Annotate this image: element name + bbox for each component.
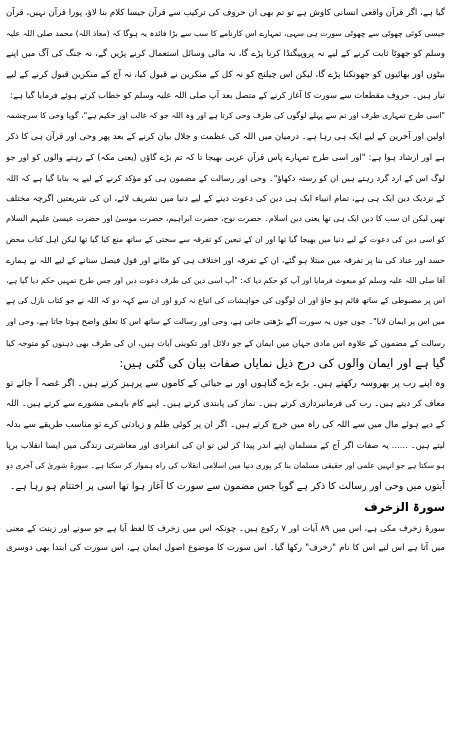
text-line: سورۂ زخرف مکی ہے، اس میں ۸۹ آیات اور ۷ رکوع ہیں۔ چونکہ اس میں زخرف کا لفظ آیا ہے جو سونے اور زینت کے معنی bbox=[6, 522, 445, 533]
text-line: میں آتا ہے اس لیے اس کا نام "زخرف" رکھا گیا۔ اس سورت کا موضوع اصول ایمان ہے، اس سورت کی ابتدا بھی دوسری bbox=[6, 543, 445, 554]
text-line: تھیں لیکن ان سب کا دین ایک ہی تھا یعنی دین اسلام۔ حضرت نوح، حضرت ابراہیم، حضرت موسیٰ اور حضرت عیسیٰ علیہم السلام bbox=[6, 213, 445, 223]
paragraph-1 bbox=[6, 3, 445, 106]
text-line: آیتوں میں وحی اور رسالت کا ذکر ہے گویا جس مضمون سے سورت کا آغاز ہوا تھا اسی پر اختتام ہو رہا ہے۔ bbox=[9, 480, 445, 492]
section-heading: سورۃ الزخرف bbox=[364, 500, 445, 515]
text-line: معاف کر دیتے ہیں۔ رب کی فرمانبرداری کرتے ہیں۔ نماز کی پابندی کرتے ہیں۔ اپنے کام باہمی مشورے سے کرتے ہیں۔ اللہ bbox=[6, 399, 445, 410]
text-line: کے نزدیک دین ایک ہی ہے، تمام انبیاء ایک ہی دین کی دعوت دینے کے لیے دنیا میں تشریف لائے، ان کی شریعتیں اگرچہ مختلف bbox=[6, 193, 445, 204]
section-paragraph bbox=[6, 518, 445, 559]
text-line: گیا ہے اور ایمان والوں کی درج ذیل نمایاں صفات بیان کی گئی ہیں: bbox=[119, 356, 445, 371]
text-line: میں اس پر ایمان لایا"۔ جوں جوں یہ سورت آگے بڑھتی جاتی ہے، وحی اور رسالت کے ساتھ اس کا تعلق واضح ہوتا جاتا ہے، وحی اور bbox=[6, 316, 445, 326]
text-line: لیتے ہیں۔ ...... یہ صفات اگر آج کے مسلمان اپنے اندر پیدا کر لیں تو ان کی انفرادی اور معاشرتی زندگی میں ایسا انقلاب برپا bbox=[6, 440, 445, 451]
text-line: ہو سکتا ہے جو انہیں علمی اور حقیقی مسلمان بنا کر پوری دنیا میں اسلامی انقلاب کی راہ ہموار کر سکتا ہے۔ سورۂ شوریٰ کی آخری دو bbox=[6, 461, 445, 471]
paragraph-3 bbox=[6, 374, 445, 498]
text-line: کو اسی دین کی دعوت کے لیے دنیا میں بھیجا گیا تھا اور ان کے تبعین کو تفرقہ سے سختی کے ساتھ منع کیا گیا تھا لیکن اہل کتاب محض bbox=[6, 234, 445, 244]
text-line: رسالت کے مضمون کے علاوہ اس مادی جہان میں ایمان کے جو دلائل اور تکوینی آیات ہیں، ان کی طرف بھی ذہنوں کو متوجہ کیا bbox=[6, 337, 445, 348]
text-line: اس پر مضبوطی کے ساتھ قائم ہو جاؤ اور ان لوگوں کی خواہشات کی اتباع نہ کرو اور ان سے کہہ دو کہ اللہ نے جو کتاب نازل کی ہے bbox=[6, 296, 445, 306]
text-line: کے دیے ہوئے مال میں سے اللہ کی راہ میں خرچ کرتے ہیں۔ اگر ان پر کوئی ظلم و زیادتی کرے تو مناسب طریقے سے بدلہ bbox=[6, 419, 445, 430]
text-line: جیسی کوئی چھوٹی سے چھوٹی سورت ہی سہی، تمہارے اس کارنامے کا سب سے بڑا فائدہ یہ ہوگا کہ (معاذ اللہ) محمد صلی اللہ علیہ bbox=[6, 28, 445, 38]
text-line: گیا ہے، اگر قرآن واقعی انسانی کاوش ہے تو تم بھی ان حروف کی ترکیب سے قرآن جیسا کلام بنا لاؤ، پورا قرآن نہیں، قرآن bbox=[6, 8, 445, 18]
text-line: حسد اور عناد کی بنا پر تفرقہ میں مبتلا ہو گئے، ان کے تفرقہ اور اختلاف ہی کو مٹانے اور قول فیصل سنانے کے لیے اللہ نے ہمارے bbox=[6, 255, 445, 266]
text-line: آقا صلی اللہ علیہ وسلم کو مبعوث فرمایا اور آپ کو حکم دیا کہ: "آپ اسی دین کی طرف دعوت دیں اور جس طرح تمہیں حکم دیا گیا ہے، bbox=[6, 275, 445, 285]
paragraph-2 bbox=[6, 106, 445, 374]
text-line: وسلم کو جھوٹا ثابت کرنے کے لیے نہ پروپیگنڈا کرنا پڑے گا، نہ مالی وسائل استعمال کرنے پڑیں گے، نہ جنگ کی آگ میں اپنے bbox=[6, 49, 445, 60]
text-line: ہے اور ارشاد ہوا ہے: "اور اسی طرح تمہارے پاس قرآن عربی بھیجا تا کہ تم بڑے گاؤں (یعنی مکہ) کے رہنے والوں کو اور جو bbox=[6, 152, 445, 163]
text-line: بیٹوں اور بھائیوں کو جھونکنا پڑے گا، لیکن اس چیلنج کو نہ کل کے منکرین نے قبول کیا، نہ آج کے منکرین قبول کرنے کے لیے bbox=[6, 69, 445, 80]
text-line: "اسی طرح تمہاری طرف اور تم سے پہلے لوگوں کی طرف وحی کرتا ہے اور وہ اللہ جو کہ غالب اور حکیم ہے"، گویا وحی کا سرچشمہ bbox=[6, 110, 445, 120]
text-line: تیار ہیں۔ حروف مقطعات سے سورت کا آغاز کرنے کے متصل بعد آپ صلی اللہ علیہ وسلم کو خطاب کرتے ہوئے فرمایا گیا ہے: bbox=[10, 90, 445, 101]
text-line: لوگ اس کے ارد گرد رہتے ہیں ان کو رستہ دکھاؤ"۔ وحی اور رسالت کے مضمون ہی کو مؤکد کرنے کے لیے یہ بتایا گیا ہے کہ اللہ bbox=[6, 172, 445, 183]
text-line: اولین اور آخرین کے لیے ایک ہی رہا ہے۔ درمیان میں اللہ کی عظمت و جلال بیان کرنے کے بعد پھر وحی اور قرآن ہی کا ذکر bbox=[6, 131, 445, 142]
text-line: وہ اپنے رب پر بھروسہ رکھتے ہیں۔ بڑے بڑے گناہوں اور بے حیائی کے کاموں سے پرہیز کرتے ہیں۔ اگر غصہ آ جائے تو bbox=[6, 377, 445, 389]
